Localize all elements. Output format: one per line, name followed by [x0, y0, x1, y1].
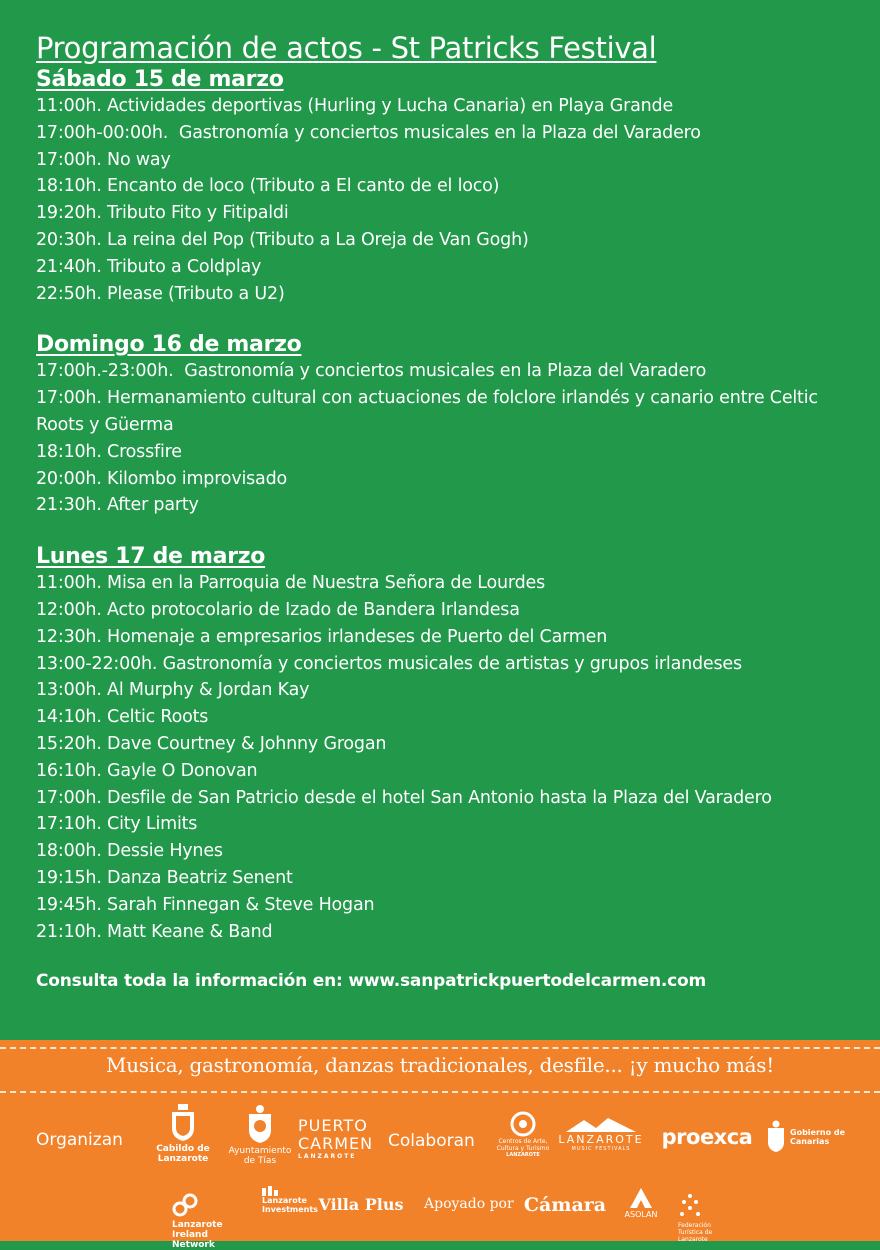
camara-text: Cámara — [523, 1194, 607, 1216]
event-description: Gayle O Donovan — [101, 760, 258, 781]
apoyado-label: Apoyado por — [424, 1196, 514, 1212]
event-description: Matt Keane & Band — [101, 921, 273, 942]
event-description: Gastronomía y conciertos musicales en la Plaza del Varadero — [173, 361, 707, 382]
event-time: 21:40h. — [36, 256, 102, 277]
event-item — [36, 120, 844, 147]
event-description: Al Murphy & Jordan Kay — [101, 680, 310, 701]
event-item — [36, 227, 844, 254]
puerto-logo-line2: CARMEN — [298, 1134, 374, 1153]
event-description: Danza Beatriz Senent — [101, 867, 293, 888]
event-item — [36, 758, 844, 785]
event-description: Desfile de San Patricio desde el hotel San Antonio hasta la Plaza del Varadero — [101, 787, 772, 808]
event-item — [36, 731, 844, 758]
gobierno-logo — [766, 1120, 846, 1152]
federacion-text: Federación Turística de Lanzarote — [678, 1222, 713, 1243]
event-item — [36, 200, 844, 227]
event-description: Crossfire — [101, 441, 182, 462]
lanzarote-music-text: LANZAROTE — [558, 1133, 644, 1146]
event-time: 17:00h. — [36, 388, 102, 409]
event-time: 17:00h. — [36, 787, 102, 808]
event-time: 16:10h. — [36, 760, 102, 781]
event-description: La reina del Pop (Tributo a La Oreja de Van Gogh) — [101, 229, 529, 250]
event-time: 12:30h. — [36, 626, 102, 647]
crest-icon — [246, 1104, 274, 1144]
event-item — [36, 93, 844, 120]
asolan-text: ASOLAN — [624, 1210, 658, 1219]
event-item — [36, 173, 844, 200]
mountains-icon — [566, 1118, 636, 1132]
event-description: Celtic Roots — [101, 707, 209, 728]
event-description: Tributo a Coldplay — [101, 256, 262, 277]
cactus-icon — [508, 1112, 538, 1136]
event-time: 18:10h. — [36, 176, 102, 197]
triangle-icon — [630, 1188, 652, 1208]
lanzarote-music-logo — [556, 1118, 646, 1152]
investments-text: Lanzarote Investments — [262, 1196, 318, 1214]
event-time: 17:10h. — [36, 814, 102, 835]
event-description: Please (Tributo a U2) — [101, 283, 285, 304]
day-heading: Lunes 17 de marzo — [36, 544, 266, 570]
sparkle-icon — [678, 1192, 702, 1220]
event-description: Dave Courtney & Johnny Grogan — [101, 733, 387, 754]
event-description: Tributo Fito y Fitipaldi — [101, 203, 289, 224]
event-time: 17:00h. — [36, 149, 102, 170]
ayuntamiento-logo-text: Ayuntamiento de Tías — [228, 1146, 292, 1166]
event-item — [36, 919, 844, 946]
event-item — [36, 385, 844, 439]
centros-logo — [494, 1112, 552, 1158]
event-item — [36, 597, 844, 624]
event-time: 17:00h-00:00h. — [36, 122, 169, 143]
proexca-logo-text: proexca — [661, 1125, 753, 1149]
page-title: Programación de actos - St Patricks Festival — [36, 31, 657, 65]
event-item — [36, 358, 844, 385]
event-time: 11:00h. — [36, 96, 102, 116]
event-item — [36, 466, 844, 493]
shield-icon — [170, 1104, 196, 1142]
event-time: 20:00h. — [36, 468, 102, 489]
centros-logo-text: Centros de Arte, Cultura y Turismo — [496, 1138, 550, 1152]
info-line: Consulta toda la información en: www.sanpatrickpuertodelcarmen.com — [36, 971, 706, 992]
chain-icon — [172, 1192, 198, 1218]
event-item — [36, 147, 844, 174]
event-description: Acto protocolario de Izado de Bandera Irlandesa — [101, 599, 520, 620]
event-time: 13:00h. — [36, 680, 102, 701]
event-description: After party — [101, 495, 199, 516]
day-section-saturday — [36, 66, 844, 307]
event-time: 12:00h. — [36, 599, 102, 620]
event-description: Homenaje a empresarios irlandeses de Puerto del Carmen — [101, 626, 608, 647]
event-description: Gastronomía y conciertos musicales de artistas y grupos irlandeses — [157, 653, 742, 674]
event-description: Actividades deportivas (Hurling y Lucha Canaria) en Playa Grande — [101, 96, 674, 116]
event-time: 20:30h. — [36, 229, 102, 250]
building-icon — [262, 1186, 278, 1196]
event-time: 19:45h. — [36, 894, 102, 915]
puerto-logo-line1: PUERTO — [298, 1116, 368, 1135]
ireland-network-text: Lanzarote Ireland Network — [172, 1220, 223, 1250]
event-item — [36, 651, 844, 678]
coat-of-arms-icon — [766, 1120, 786, 1152]
event-item — [36, 677, 844, 704]
dashed-divider — [0, 1091, 880, 1093]
day-section-sunday — [36, 331, 844, 519]
event-time: 19:20h. — [36, 203, 102, 224]
event-time: 21:30h. — [36, 495, 102, 516]
gobierno-logo-text: Gobierno de Canarias — [790, 1128, 846, 1146]
event-description: Hermanamiento cultural con actuaciones de folclore irlandés y canario entre Celtic Roots y Güerma — [36, 388, 824, 435]
event-item — [36, 892, 844, 919]
federacion-logo — [678, 1192, 758, 1243]
event-description: Dessie Hynes — [101, 841, 223, 862]
event-time: 18:00h. — [36, 841, 102, 862]
colaboran-label: Colaboran — [388, 1131, 475, 1151]
organizan-label: Organizan — [36, 1130, 123, 1150]
event-time: 17:00h.-23:00h. — [36, 361, 174, 382]
event-time: 22:50h. — [36, 283, 102, 304]
centros-logo-sub: LANZAROTE — [506, 1152, 540, 1158]
event-description: Misa en la Parroquia de Nuestra Señora de Lourdes — [101, 573, 545, 594]
day-heading: Domingo 16 de marzo — [36, 332, 302, 358]
event-description: Kilombo improvisado — [101, 468, 287, 489]
event-time: 19:15h. — [36, 867, 102, 888]
event-item — [36, 439, 844, 466]
event-item — [36, 254, 844, 281]
event-description: Encanto de loco (Tributo a El canto de el loco) — [101, 176, 500, 197]
event-item — [36, 811, 844, 838]
event-time: 13:00-22:00h. — [36, 653, 158, 674]
event-list — [36, 358, 844, 519]
investments-logo — [262, 1186, 318, 1214]
event-item — [36, 492, 844, 519]
event-description: Gastronomía y conciertos musicales en la Plaza del Varadero — [168, 122, 701, 143]
footer-tagline: Musica, gastronomía, danzas tradicionales, desfile... ¡y mucho más! — [106, 1053, 774, 1077]
puerto-logo-line3: LANZAROTE — [298, 1153, 357, 1160]
event-description: Sarah Finnegan & Steve Hogan — [101, 894, 375, 915]
event-item — [36, 624, 844, 651]
event-list — [36, 570, 844, 945]
event-time: 18:10h. — [36, 441, 102, 462]
event-item — [36, 281, 844, 308]
proexca-logo — [658, 1126, 756, 1148]
day-section-monday — [36, 543, 844, 945]
asolan-logo — [618, 1188, 664, 1219]
ireland-network-logo — [172, 1192, 258, 1250]
event-time: 15:20h. — [36, 733, 102, 754]
cabildo-logo — [148, 1104, 218, 1164]
camara-logo — [522, 1194, 608, 1216]
event-item — [36, 865, 844, 892]
event-item — [36, 570, 844, 597]
event-time: 21:10h. — [36, 921, 102, 942]
villa-plus-logo — [318, 1196, 404, 1214]
event-time: 11:00h. — [36, 573, 102, 594]
event-description: No way — [101, 149, 171, 170]
event-list — [36, 93, 844, 307]
event-description: City Limits — [101, 814, 198, 835]
cabildo-logo-text: Cabildo de Lanzarote — [156, 1144, 210, 1164]
ayuntamiento-logo — [224, 1104, 296, 1166]
event-item — [36, 785, 844, 812]
dashed-divider — [0, 1047, 880, 1049]
event-item — [36, 704, 844, 731]
puerto-del-carmen-logo — [298, 1117, 378, 1161]
event-time: 14:10h. — [36, 707, 102, 728]
villa-plus-text: Villa Plus — [318, 1195, 404, 1214]
event-item — [36, 838, 844, 865]
lanzarote-music-sub: MUSIC FESTIVALS — [571, 1146, 631, 1152]
day-heading: Sábado 15 de marzo — [36, 67, 284, 92]
